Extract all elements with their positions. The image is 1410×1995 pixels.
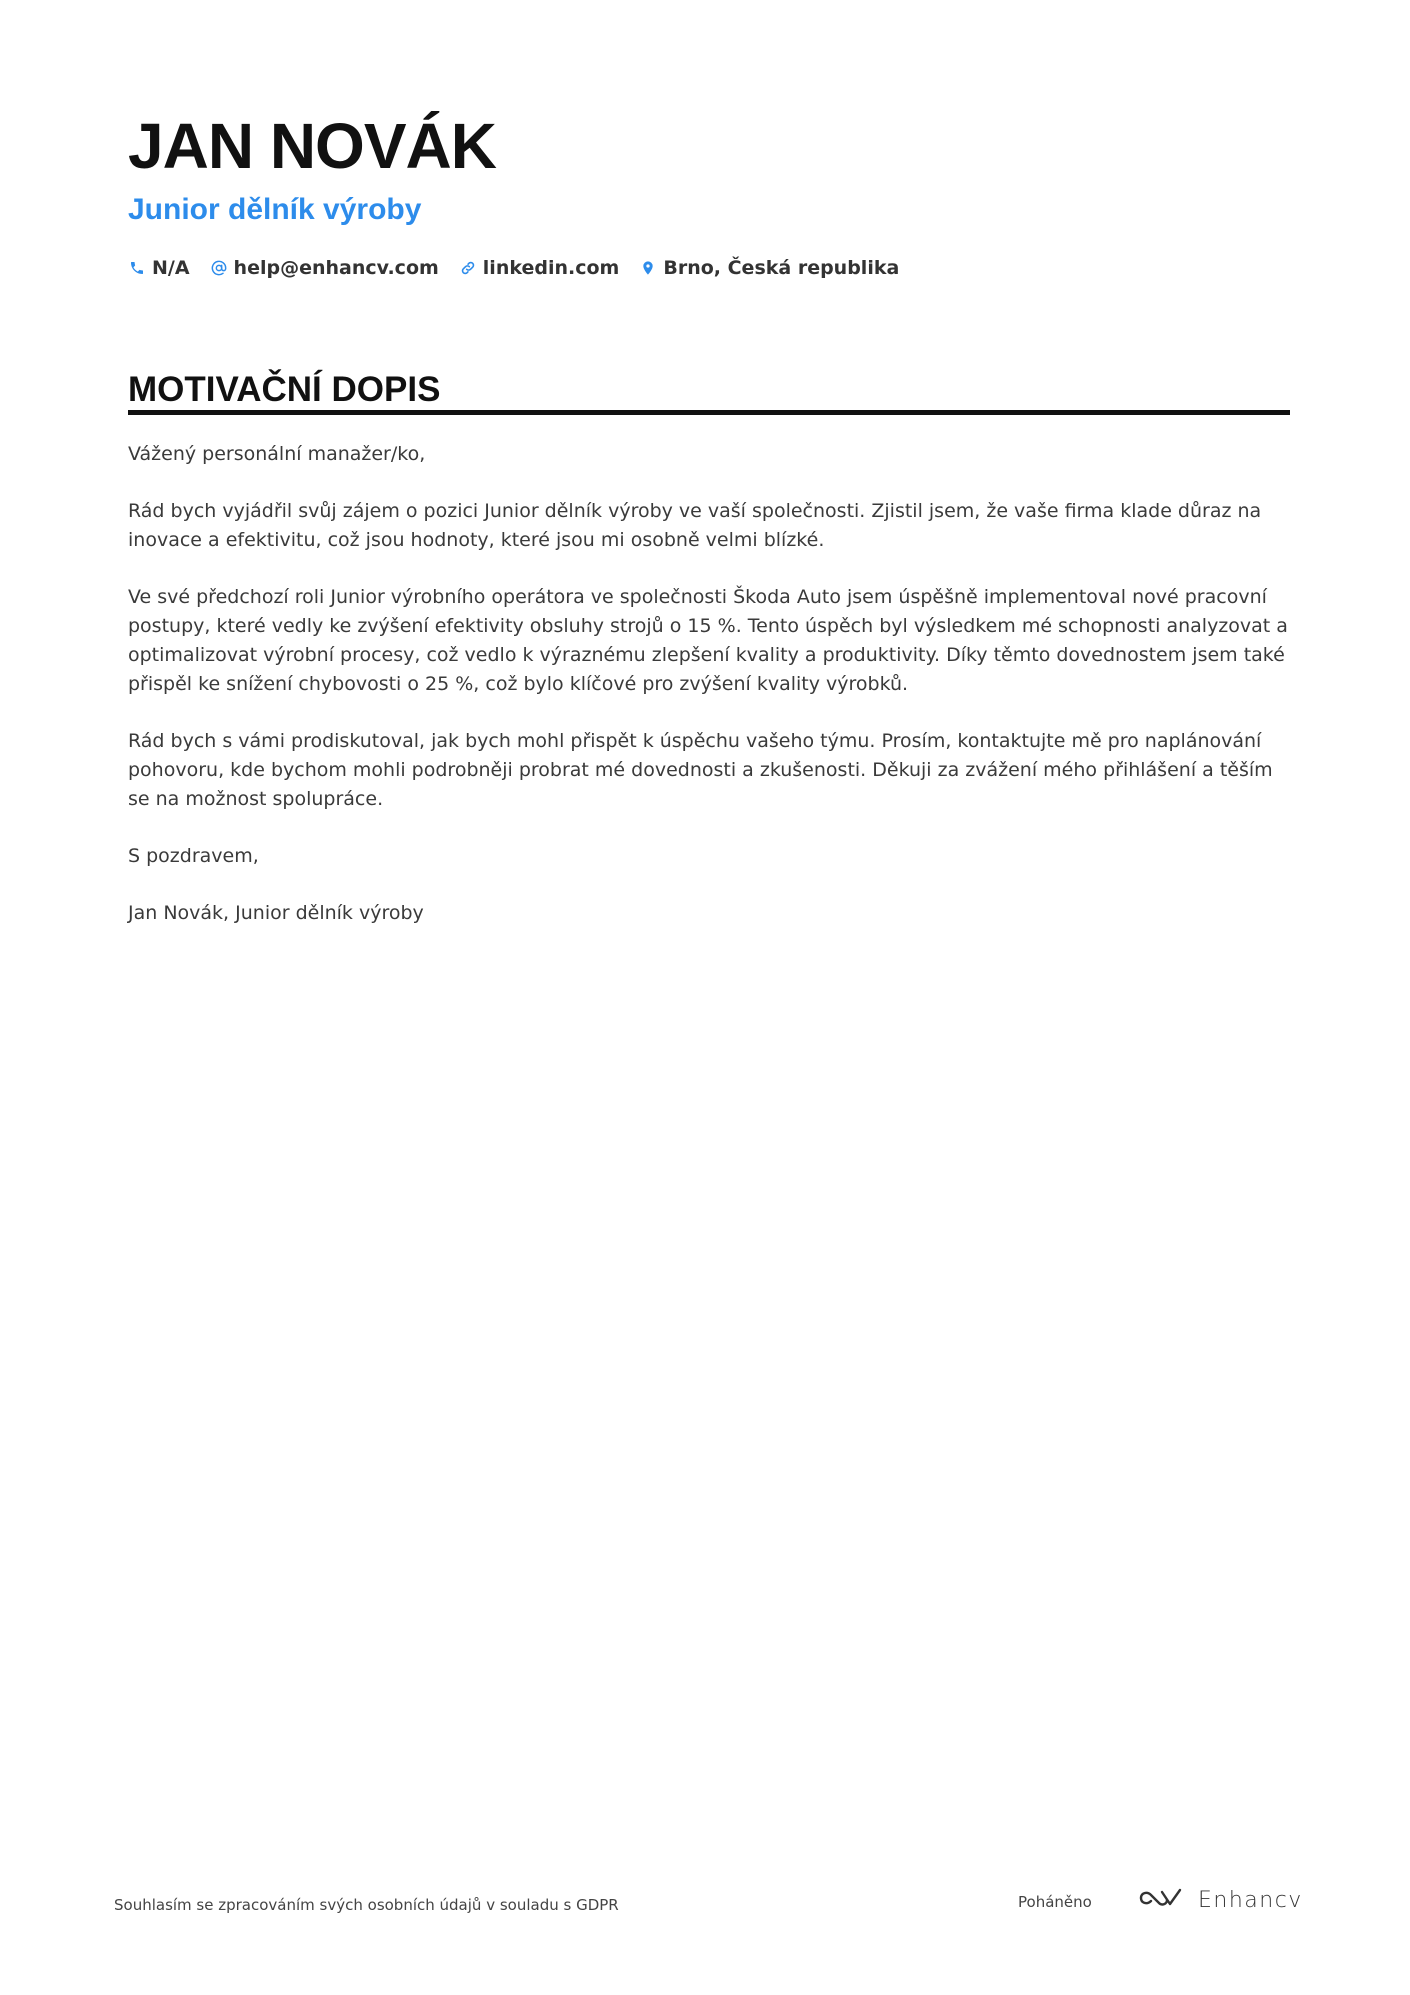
map-pin-icon — [639, 259, 657, 277]
contact-location-text: Brno, Česká republika — [663, 257, 900, 279]
enhancv-logo[interactable] — [1138, 1886, 1303, 1914]
enhancv-logo-text: Enhancv — [1198, 1887, 1303, 1913]
link-icon — [459, 259, 477, 277]
phone-icon — [128, 259, 146, 277]
contact-email-text[interactable]: help@enhancv.com — [233, 257, 439, 279]
letter-closing: S pozdravem, — [128, 845, 259, 867]
candidate-role: Junior dělník výroby — [128, 193, 422, 226]
contact-location — [639, 252, 899, 284]
letter-paragraph: Rád bych s vámi prodiskutoval, jak bych mohl přispět k úspěchu vašeho týmu. Prosím, kontaktujte mě pro naplánování pohovoru, kde bychom mohli podrobněji probrat mé dovednosti a zkušenosti. Děkuji za zvážení mého přihlášení a těším se na možnost spolupráce. — [128, 730, 1273, 810]
letter-signature: Jan Novák, Junior dělník výroby — [128, 902, 424, 924]
contact-phone-text: N/A — [152, 257, 190, 279]
letter-paragraph: Ve své předchozí roli Junior výrobního operátora ve společnosti Škoda Auto jsem úspěšně implementoval nové pracovní postupy, které vedly ke zvýšení efektivity obsluhy strojů o 15 %. Tento úspěch byl výsledkem mé schopnosti analyzovat a optimalizovat výrobní procesy, což vedlo k výraznému zlepšení kvality a produktivity. Díky těmto dovednostem jsem také přispěl ke snížení chybovosti o 25 %, což bylo klíčové pro zvýšení kvality výrobků. — [128, 586, 1288, 695]
contact-linkedin-text[interactable]: linkedin.com — [482, 257, 620, 279]
letter-greeting: Vážený personální manažer/ko, — [128, 443, 426, 465]
section-divider — [128, 410, 1290, 415]
letter-paragraph: Rád bych vyjádřil svůj zájem o pozici Junior dělník výroby ve vaší společnosti. Zjistil jsem, že vaše firma klade důraz na inovace a efektivitu, což jsou hodnoty, které jsou mi osobně velmi blízké. — [128, 500, 1262, 551]
contact-bar — [128, 252, 899, 284]
enhancv-logo-icon — [1138, 1886, 1184, 1914]
contact-phone — [128, 252, 190, 284]
candidate-name: JAN NOVÁK — [128, 110, 496, 182]
at-sign-icon — [210, 259, 228, 277]
contact-linkedin[interactable] — [459, 252, 620, 284]
contact-email[interactable] — [210, 252, 439, 284]
section-title: MOTIVAČNÍ DOPIS — [128, 370, 441, 409]
gdpr-consent: Souhlasím se zpracováním svých osobních údajů v souladu s GDPR — [114, 1896, 619, 1914]
letter-body — [128, 440, 1290, 956]
powered-by-label: Poháněno — [1018, 1893, 1092, 1911]
